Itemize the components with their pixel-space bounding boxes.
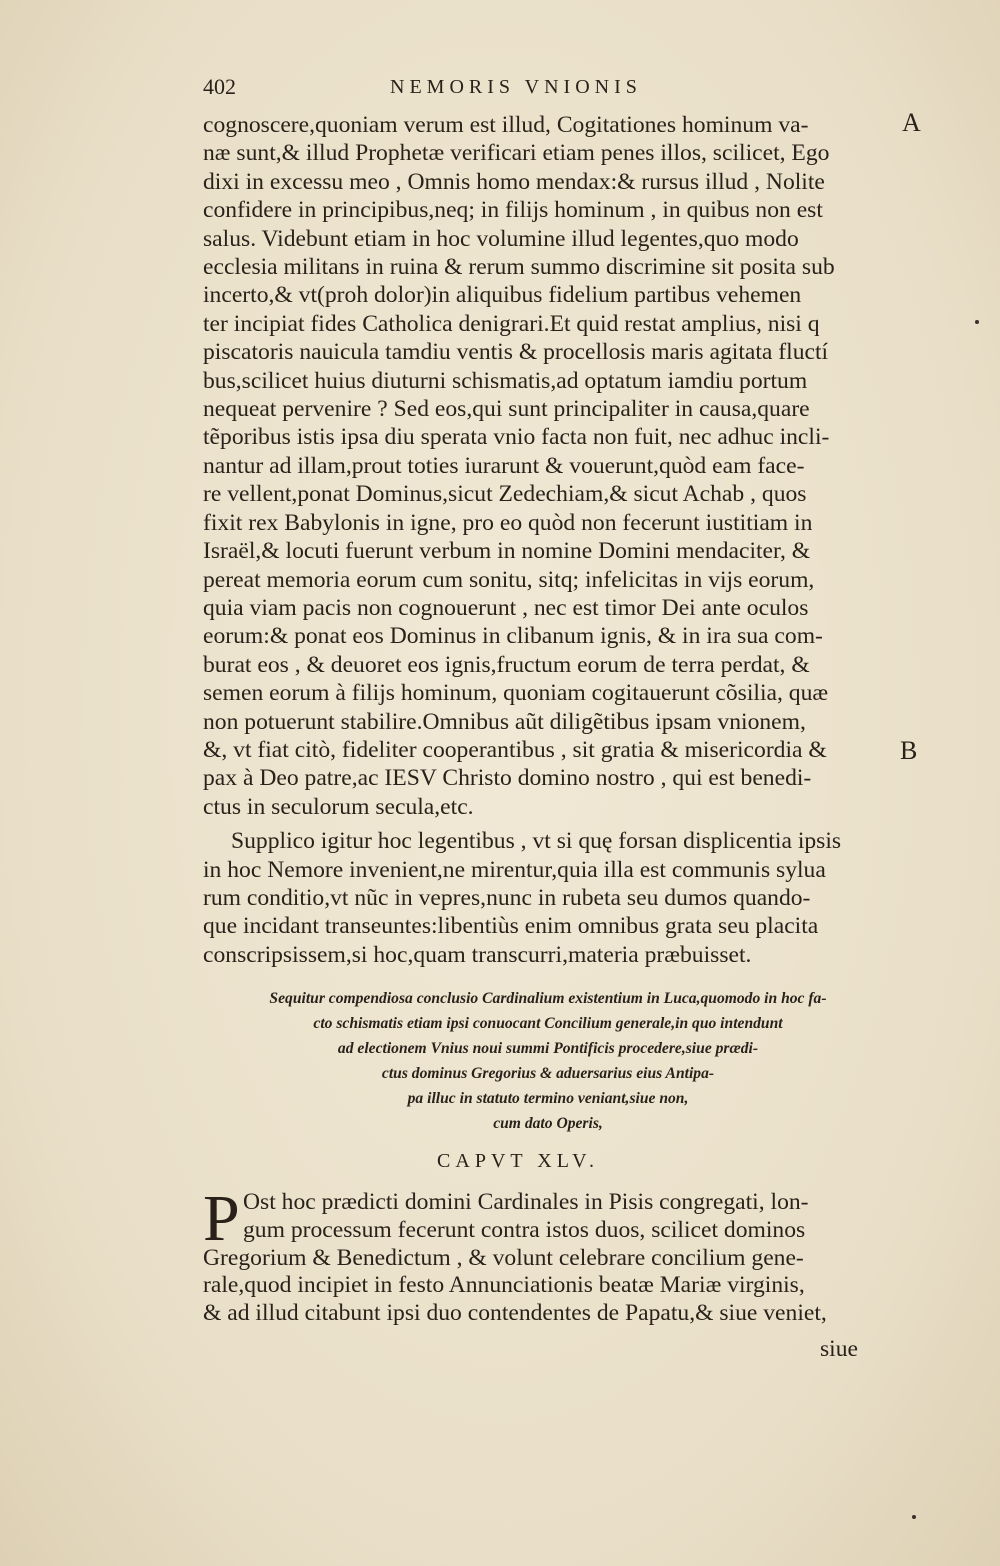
summary-line: ad electionem Vnius noui summi Pontificis procedere,siue prædi- <box>337 1040 759 1057</box>
summary-line: pa illuc in statuto termino veniant,siue non, <box>407 1090 689 1107</box>
margin-note-a: A <box>902 108 921 137</box>
text-line: piscatoris nauicula tamdiu ventis & procellosis maris agitata fluctí <box>203 339 829 366</box>
summary-line: cum dato Operis, <box>493 1115 603 1132</box>
chapter-summary <box>203 986 893 1136</box>
text-line: nequeat pervenire ? Sed eos,qui sunt principaliter in causa,quare <box>203 396 810 423</box>
text-line: &, vt fiat citò, fideliter cooperantibus , sit gratia & misericordia & <box>203 736 827 763</box>
text-line: nantur ad illam,prout toties iurarunt & vouerunt,quòd eam face- <box>203 452 805 479</box>
text-line: ter incipiat fides Catholica denigrari.Et quid restat amplius, nisi q <box>203 310 820 337</box>
text-line: Supplico igitur hoc legentibus , vt si quę forsan displicentia ipsis <box>231 828 842 855</box>
text-line: pereat memoria eorum cum sonitu, sitq; infelicitas in vijs eorum, <box>203 566 815 593</box>
summary-line: cto schismatis etiam ipsi conuocant Concilium generale,in quo intendunt <box>313 1015 783 1032</box>
text-line: dixi in excessu meo , Omnis homo mendax:& rursus illud , Nolite <box>203 168 825 195</box>
page-number: 402 <box>203 74 236 99</box>
text-line: re vellent,ponat Dominus,sicut Zedechiam,& sicut Achab , quos <box>203 481 807 508</box>
text-line: cognoscere,quoniam verum est illud, Cogitationes hominum va- <box>203 112 809 138</box>
text-line: semen eorum à filijs hominum, quoniam cogitauerunt cõsilia, quæ <box>203 680 829 707</box>
text-line: conscripsissem,si hoc,quam transcurri,materia præbuisset. <box>203 941 752 968</box>
text-line: eorum:& ponat eos Dominus in clibanum ignis, & in ira sua com- <box>203 623 823 650</box>
text-line: non potuerunt stabilire.Omnibus aũt diligẽtibus ipsam vnionem, <box>203 708 806 735</box>
text-line: quia viam pacis non cognouerunt , nec est timor Dei ante oculos <box>203 594 809 621</box>
text-line: que incidant transeuntes:libentiùs enim omnibus grata seu placita <box>203 913 819 940</box>
text-line: ecclesia militans in ruina & rerum summo discrimine sit posita sub <box>203 254 835 281</box>
text-line: fixit rex Babylonis in igne, pro eo quòd non fecerunt iustitiam in <box>203 509 813 536</box>
text-line: & ad illud citabunt ipsi duo contendentes de Papatu,& siue veniet, <box>203 1300 827 1327</box>
text-line: burat eos , & deuoret eos ignis,fructum eorum de terra perdat, & <box>203 651 810 678</box>
paragraph-two <box>203 827 893 969</box>
text-line: Gregorium & Benedictum , & volunt celebrare concilium gene- <box>203 1244 804 1271</box>
text-line: bus,scilicet huius diuturni schismatis,ad optatum iamdiu portum <box>203 367 808 394</box>
chapter-text <box>203 1182 893 1328</box>
text-line: tẽporibus istis ipsa diu sperata vnio facta non fuit, nec adhuc incli- <box>203 424 830 451</box>
summary-line: Sequitur compendiosa conclusio Cardinalium existentium in Luca,quomodo in hoc fa- <box>269 990 827 1007</box>
text-line: næ sunt,& illud Prophetæ verificari etiam penes illos, scilicet, Ego <box>203 140 830 167</box>
margin-note-b: B <box>900 736 918 765</box>
chapter-heading: CAPVT XLV. <box>437 1150 599 1172</box>
ink-speck <box>975 320 979 324</box>
body-text <box>203 111 893 969</box>
text-line: incerto,& vt(proh dolor)in aliquibus fidelium partibus vehemen <box>203 282 802 309</box>
text-line: salus. Videbunt etiam in hoc volumine illud legentes,quo modo <box>203 225 799 252</box>
text-line: Israël,& locuti fuerunt verbum in nomine Domini mendaciter, & <box>203 538 811 565</box>
text-line: gum processum fecerunt contra istos duos, scilicet dominos <box>243 1216 806 1243</box>
page-header <box>203 74 893 104</box>
text-line: in hoc Nemore invenient,ne mirentur,quia illa est communis sylua <box>203 856 826 883</box>
text-line: Ost hoc prædicti domini Cardinales in Pisis congregati, lon- <box>243 1189 809 1215</box>
text-line: rale,quod incipiet in festo Annunciationis beatæ Mariæ virginis, <box>203 1272 805 1299</box>
catchword: siue <box>820 1336 859 1362</box>
text-line: rum conditio,vt nũc in vepres,nunc in rubeta seu dumos quando- <box>203 884 811 911</box>
drop-cap: P <box>203 1182 240 1255</box>
summary-line: ctus dominus Gregorius & aduersarius eius Antipa- <box>381 1065 715 1082</box>
ink-speck <box>912 1515 916 1519</box>
text-line: ctus in seculorum secula,etc. <box>203 793 474 820</box>
text-line: pax à Deo patre,ac IESV Christo domino nostro , qui est benedi- <box>203 765 812 792</box>
text-line: confidere in principibus,neq; in filijs hominum , in quibus non est <box>203 197 823 224</box>
running-title: NEMORIS VNIONIS <box>390 76 642 98</box>
